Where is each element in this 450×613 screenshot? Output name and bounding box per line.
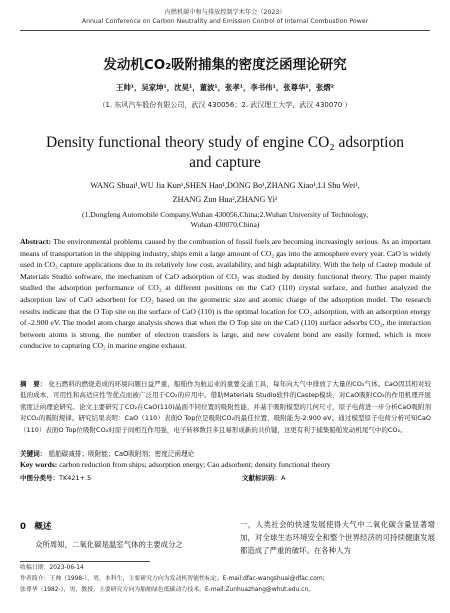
keywords-cn-label: 关键词： <box>20 450 47 458</box>
title-en: Density functional theory study of engine CO₂ adsorption and capture <box>46 134 404 171</box>
keywords-en-label: Key words: <box>20 460 58 469</box>
clc-number <box>20 473 91 482</box>
affiliation-en-line2: Wuhan 430070,China) <box>190 220 260 229</box>
footnote-divider <box>20 561 150 562</box>
authors-cn: 王帅¹，吴家坤¹，沈昊¹，董波¹，张孝¹，李书伟¹，张尊华²，张熠² <box>115 83 335 92</box>
document-code <box>242 473 285 482</box>
footnote-author-2: 张尊华（1982-），男，教授，主要研究方向为船舶绿色低碳动力技术。E-mail:Zunhuazhang@whut.edu.cn。 <box>20 587 315 593</box>
doc-code-value: A <box>281 474 286 482</box>
abstract-cn-text: 化石燃料的燃烧造成的环境问题日益严重，船舶作为航运业的重要交通工具，每年向大气中排放了大量的CO₂气体。CaO因其相对较低的成本、可用性和高适应性等优点而被广泛用于CO₂的应用中。借助Materials Studio软件的Castep模块，对CaO吸附CO₂的作用机理开展密度泛函理论研究。论文主要研究了CO₂在CaO(110)晶面不同位置的吸附性能，并基于吸附模型的几何尺寸，原子电荷进一步分析CaO吸附剂对CO₂的吸附规律。研究结果表明：CaO（110）表面O Top位是吸附CO₂的最佳位置，吸附能为-2.900 eV。通过模型原子电荷分析可知CaO（110）表面O Top位吸附CO₂时原子间相互作用强，电子转移数目多且易形成新的共价键，这更有利于捕集船舶发动机尾气中的CO₂。 <box>20 380 431 434</box>
title-cn: 发动机CO₂吸附捕集的密度泛函理论研究 <box>103 57 347 73</box>
footnote-received: 收稿日期：2023-06-14 <box>20 565 84 571</box>
keywords-cn-text: 船舶碳减排；吸附能；CaO吸附剂；密度泛函理论 <box>48 450 195 458</box>
authors-en-line2: ZHANG Zun Hua²,ZHANG Yi² <box>172 195 278 204</box>
header-divider <box>20 30 430 31</box>
running-header <box>0 8 450 26</box>
authors-en <box>40 179 410 207</box>
affiliation-cn: （1. 东风汽车股份有限公司，武汉 430056；2. 武汉理工大学，武汉 430070 ） <box>98 101 352 109</box>
authors-en-line1: WANG Shuai¹,WU Jia Kun¹,SHEN Hao¹,DONG Bo¹,ZHANG Xiao¹,LI Shu Wei¹, <box>90 181 360 190</box>
keywords-en <box>20 460 431 469</box>
header-line-en: Annual Conference on Carbon Neutrality and Emission Control of Internal Combustion Power <box>81 18 369 25</box>
header-line-cn: 内燃机碳中和与排放控制学术年会（2023） <box>164 9 286 16</box>
affiliation-en <box>40 210 410 230</box>
affiliation-en-line1: (1.Dongfeng Automobile Company,Wuhan 430056,China;2.Wuhan University of Technology, <box>81 210 369 219</box>
body-text-left: 众所周知，二氧化碳是温室气体的主要成分之 <box>35 540 183 549</box>
keywords-cn <box>20 448 431 458</box>
clc-label: 中图分类号： <box>20 474 59 482</box>
abstract-en-text: The environmental problems caused by the combustion of fossil fuels are becoming increasingly serious. As an important means of transportation in the shipping industry, ships emit a large amount of CO₂ gas into the atmosphere every year. CaO is widely used in CO₂ capture applications due to its relatively low cost, availability, and high adaptability. With the help of Castep module of Materials Studio software, the mechanism of CaO adsorption of CO₂ was studied by density functional theory. The paper mainly studied the adsorption performance of CO₂ at different positions on the CaO (110) crystal surface, and further analyzed the adsorption law of CaO adsorbent for CO₂ based on the geometric size and atomic charge of the adsorption model. The research results indicate that the O Top site on the surface of CaO (110) is the optimal location for CO₂ adsorption, with an adsorption energy of -2.900 eV. The model atom charge analysis shows that when the O Top site on the CaO (110) surface adsorbs CO₂, the interaction between atoms is strong, the number of electron transfers is large, and new covalent bond are easily formed, which is more conducive to capturing CO₂ in marine engine exhaust. <box>20 237 431 351</box>
abstract-cn <box>20 379 431 436</box>
abstract-en <box>20 236 431 352</box>
abstract-cn-label: 摘 要： <box>20 380 47 388</box>
body-text-right: 一，人类社会的快速发展使得大气中二氧化碳含量显著增加，对全球生态环境安全和整个世界经济的可持续健康发展都造成了严重的破坏。在各种人为 <box>240 520 435 555</box>
clc-value: TK421+.5 <box>59 474 92 482</box>
doc-code-label: 文献标识码： <box>242 474 281 482</box>
section-heading: 0 概述 <box>20 522 52 532</box>
abstract-en-label: Abstract: <box>20 237 52 246</box>
footnote-author-1: 作者简介：王帅（1998-），男，本科生，主要研究方向为发动机智能性标定。E-mail:dfac-wangshuai@dfac.com; <box>20 576 325 582</box>
keywords-en-text: carbon reduction from ships; adsorption energy; Cao adsorbent; density functional theory <box>59 460 331 469</box>
